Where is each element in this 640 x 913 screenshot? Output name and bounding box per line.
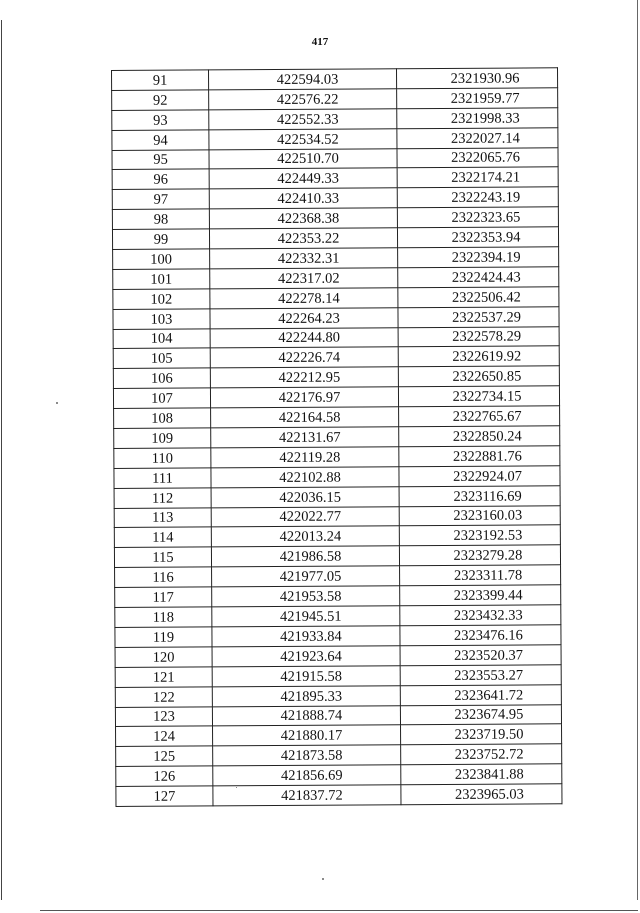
x-coordinate-cell: 422176.97	[210, 387, 398, 408]
y-coordinate-cell: 2323311.78	[400, 565, 561, 586]
y-coordinate-cell: 2323476.16	[400, 625, 561, 646]
point-number-cell: 96	[112, 169, 209, 189]
y-coordinate-cell: 2323674.95	[400, 704, 561, 725]
table-row	[113, 366, 559, 389]
y-coordinate-cell: 2323752.72	[401, 744, 562, 765]
table-row	[112, 227, 558, 250]
x-coordinate-cell: 422212.95	[210, 367, 398, 388]
point-number-cell: 120	[115, 647, 212, 667]
point-number-cell: 93	[112, 110, 209, 130]
y-coordinate-cell: 2323116.69	[399, 485, 560, 506]
table-row	[115, 585, 561, 608]
x-coordinate-cell: 422594.03	[209, 69, 397, 90]
y-coordinate-cell: 2323841.88	[401, 764, 562, 785]
x-coordinate-cell: 421895.33	[212, 685, 400, 706]
point-number-cell: 109	[114, 428, 211, 448]
coordinates-table-body	[112, 68, 562, 807]
table-row	[114, 406, 560, 429]
y-coordinate-cell: 2322578.29	[398, 326, 559, 347]
point-number-cell: 106	[113, 368, 210, 388]
y-coordinate-cell: 2322850.24	[399, 426, 560, 447]
x-coordinate-cell: 422368.38	[209, 208, 397, 229]
table-row	[114, 426, 560, 449]
x-coordinate-cell: 421856.69	[213, 765, 401, 786]
coordinates-table	[111, 67, 562, 807]
point-number-cell: 104	[113, 328, 210, 348]
table-row	[113, 346, 559, 369]
table-row	[114, 466, 560, 489]
y-coordinate-cell: 2323520.37	[400, 645, 561, 666]
table-row	[112, 127, 558, 150]
point-number-cell: 98	[112, 209, 209, 229]
table-row	[113, 386, 559, 409]
point-number-cell: 95	[112, 149, 209, 169]
table-row	[114, 485, 560, 508]
x-coordinate-cell: 422576.22	[209, 89, 397, 110]
table-row	[113, 247, 559, 270]
x-coordinate-cell: 421933.84	[212, 626, 400, 647]
x-coordinate-cell: 421945.51	[212, 606, 400, 627]
x-coordinate-cell: 422164.58	[211, 407, 399, 428]
point-number-cell: 92	[112, 90, 209, 110]
point-number-cell: 101	[113, 269, 210, 289]
table-row	[114, 525, 560, 548]
y-coordinate-cell: 2322243.19	[397, 187, 558, 208]
table-row	[114, 446, 560, 469]
x-coordinate-cell: 422552.33	[209, 109, 397, 130]
point-number-cell: 116	[115, 567, 212, 587]
table-row	[112, 108, 558, 131]
point-number-cell: 114	[114, 527, 211, 547]
table-row	[114, 505, 560, 528]
point-number-cell: 123	[115, 706, 212, 726]
point-number-cell: 113	[114, 507, 211, 527]
point-number-cell: 100	[113, 249, 210, 269]
x-coordinate-cell: 422102.88	[211, 467, 399, 488]
y-coordinate-cell: 2322323.65	[397, 207, 558, 228]
point-number-cell: 97	[112, 189, 209, 209]
y-coordinate-cell: 2322065.76	[397, 147, 558, 168]
coordinates-table-container	[111, 67, 561, 807]
point-number-cell: 105	[113, 348, 210, 368]
page-number: 417	[311, 36, 329, 48]
point-number-cell: 117	[115, 587, 212, 607]
table-row	[115, 565, 561, 588]
x-coordinate-cell: 422410.33	[209, 188, 397, 209]
table-row	[113, 267, 559, 290]
y-coordinate-cell: 2323719.50	[401, 724, 562, 745]
x-coordinate-cell: 422332.31	[210, 248, 398, 269]
y-coordinate-cell: 2323432.33	[400, 605, 561, 626]
x-coordinate-cell: 421977.05	[212, 566, 400, 587]
x-coordinate-cell: 422036.15	[211, 486, 399, 507]
y-coordinate-cell: 2323399.44	[400, 585, 561, 606]
point-number-cell: 102	[113, 289, 210, 309]
table-row	[116, 764, 562, 787]
point-number-cell: 126	[116, 766, 213, 786]
y-coordinate-cell: 2322650.85	[398, 366, 559, 387]
table-row	[112, 88, 558, 111]
point-number-cell: 118	[115, 607, 212, 627]
x-coordinate-cell: 421986.58	[211, 546, 399, 567]
x-coordinate-cell: 422353.22	[209, 228, 397, 249]
x-coordinate-cell: 422013.24	[211, 526, 399, 547]
table-row	[112, 187, 558, 210]
x-coordinate-cell: 422278.14	[210, 288, 398, 309]
table-row	[115, 664, 561, 687]
point-number-cell: 94	[112, 130, 209, 150]
point-number-cell: 124	[116, 726, 213, 746]
x-coordinate-cell: 421953.58	[212, 586, 400, 607]
table-row	[112, 167, 558, 190]
y-coordinate-cell: 2323192.53	[399, 525, 560, 546]
table-row	[115, 704, 561, 727]
point-number-cell: 115	[114, 547, 211, 567]
point-number-cell: 110	[114, 448, 211, 468]
y-coordinate-cell: 2322353.94	[397, 227, 558, 248]
x-coordinate-cell: 422510.70	[209, 148, 397, 169]
y-coordinate-cell: 2323160.03	[399, 505, 560, 526]
y-coordinate-cell: 2323279.28	[399, 545, 560, 566]
x-coordinate-cell: 422264.23	[210, 307, 398, 328]
table-row	[116, 784, 562, 807]
y-coordinate-cell: 2322506.42	[398, 287, 559, 308]
y-coordinate-cell: 2322881.76	[399, 446, 560, 467]
y-coordinate-cell: 2321930.96	[396, 68, 557, 89]
table-row	[115, 625, 561, 648]
point-number-cell: 111	[114, 468, 211, 488]
point-number-cell: 99	[112, 229, 209, 249]
y-coordinate-cell: 2322619.92	[398, 346, 559, 367]
table-row	[113, 326, 559, 349]
y-coordinate-cell: 2322027.14	[397, 127, 558, 148]
x-coordinate-cell: 422317.02	[210, 268, 398, 289]
x-coordinate-cell: 421915.58	[212, 665, 400, 686]
y-coordinate-cell: 2322765.67	[399, 406, 560, 427]
table-row	[113, 306, 559, 329]
table-row	[115, 684, 561, 707]
point-number-cell: 91	[112, 70, 209, 90]
table-row	[112, 207, 558, 230]
y-coordinate-cell: 2323965.03	[401, 784, 562, 805]
x-coordinate-cell: 421873.58	[213, 745, 401, 766]
y-coordinate-cell: 2322424.43	[398, 267, 559, 288]
point-number-cell: 121	[115, 667, 212, 687]
table-row	[112, 147, 558, 170]
x-coordinate-cell: 422022.77	[211, 506, 399, 527]
y-coordinate-cell: 2323553.27	[400, 664, 561, 685]
point-number-cell: 125	[116, 746, 213, 766]
table-row	[112, 68, 558, 91]
x-coordinate-cell: 422119.28	[211, 447, 399, 468]
scan-speck	[56, 402, 58, 404]
y-coordinate-cell: 2322394.19	[398, 247, 559, 268]
table-row	[114, 545, 560, 568]
x-coordinate-cell: 421888.74	[212, 705, 400, 726]
table-row	[116, 724, 562, 747]
point-number-cell: 122	[115, 687, 212, 707]
x-coordinate-cell: 421923.64	[212, 646, 400, 667]
table-row	[116, 744, 562, 767]
point-number-cell: 112	[114, 488, 211, 508]
x-coordinate-cell: 421837.72	[213, 785, 401, 806]
y-coordinate-cell: 2321959.77	[397, 88, 558, 109]
page-edge-right	[637, 0, 638, 900]
x-coordinate-cell: 422449.33	[209, 168, 397, 189]
point-number-cell: 107	[113, 388, 210, 408]
y-coordinate-cell: 2322174.21	[397, 167, 558, 188]
y-coordinate-cell: 2322734.15	[398, 386, 559, 407]
table-row	[115, 645, 561, 668]
table-row	[113, 287, 559, 310]
y-coordinate-cell: 2323641.72	[400, 684, 561, 705]
point-number-cell: 103	[113, 309, 210, 329]
point-number-cell: 127	[116, 786, 213, 806]
x-coordinate-cell: 422244.80	[210, 327, 398, 348]
point-number-cell: 108	[114, 408, 211, 428]
x-coordinate-cell: 422226.74	[210, 347, 398, 368]
x-coordinate-cell: 422131.67	[211, 427, 399, 448]
y-coordinate-cell: 2321998.33	[397, 108, 558, 129]
table-row	[115, 605, 561, 628]
x-coordinate-cell: 422534.52	[209, 128, 397, 149]
scan-speck	[322, 878, 324, 880]
point-number-cell: 119	[115, 627, 212, 647]
page-edge-bottom	[40, 910, 638, 911]
y-coordinate-cell: 2322924.07	[399, 466, 560, 487]
page-edge-left	[1, 20, 2, 900]
y-coordinate-cell: 2322537.29	[398, 306, 559, 327]
x-coordinate-cell: 421880.17	[213, 725, 401, 746]
